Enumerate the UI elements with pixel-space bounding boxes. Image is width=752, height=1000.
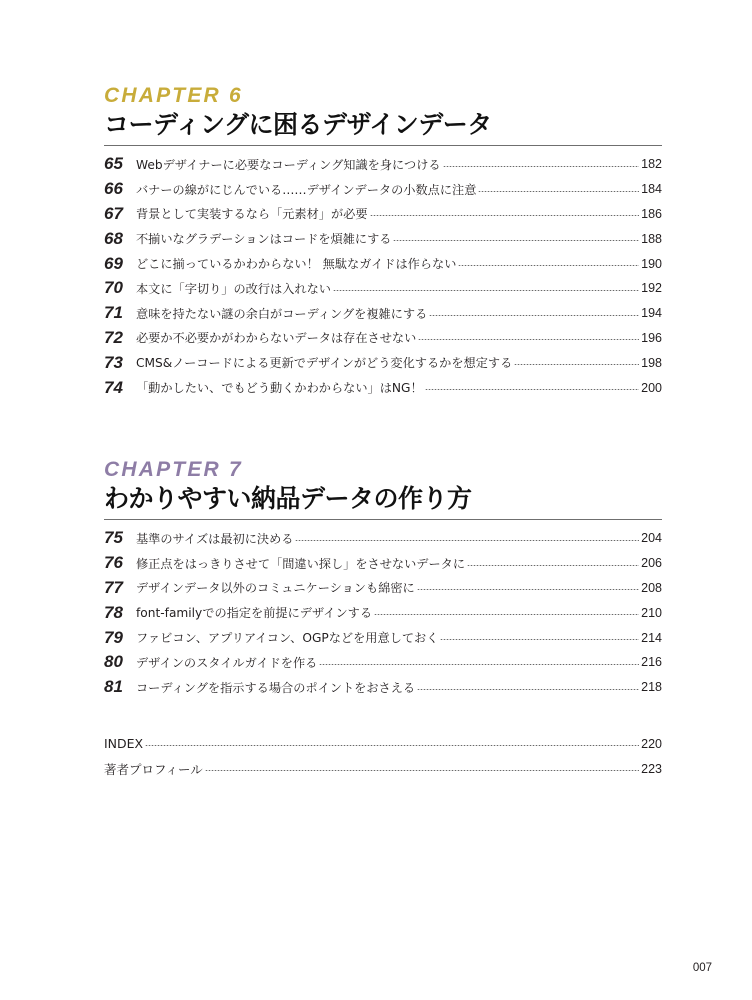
section-number: 79 bbox=[104, 627, 123, 647]
entry-title: 基準のサイズは最初に決める bbox=[136, 531, 294, 546]
entry-title: Webデザイナーに必要なコーディング知識を身につける bbox=[136, 157, 441, 172]
entry-title: CMS&ノーコードによる更新でデザインがどう変化するかを想定する bbox=[136, 356, 513, 371]
dot-leader bbox=[514, 364, 639, 365]
page-number: 007 bbox=[692, 962, 712, 974]
section-number: 65 bbox=[104, 154, 123, 174]
section-number: 77 bbox=[104, 577, 123, 597]
dot-leader bbox=[429, 315, 639, 316]
dot-leader bbox=[393, 240, 639, 241]
entry-title: デザインのスタイルガイドを作る bbox=[136, 655, 318, 670]
dot-leader bbox=[417, 589, 639, 590]
entry-title: 必要か不必要かがわからないデータは存在させない bbox=[136, 331, 417, 346]
toc-list bbox=[104, 152, 662, 400]
dot-leader bbox=[319, 664, 639, 665]
section-number: 78 bbox=[104, 602, 123, 622]
toc-entry[interactable] bbox=[104, 226, 662, 251]
toc-entry[interactable] bbox=[104, 177, 662, 202]
page-ref: 204 bbox=[641, 531, 662, 546]
entry-title: 本文に「字切り」の改行は入れない bbox=[136, 281, 331, 296]
page-ref: 223 bbox=[641, 761, 662, 776]
page-ref: 210 bbox=[641, 605, 662, 620]
entry-title: INDEX bbox=[104, 736, 144, 751]
chapter-title: わかりやすい納品データの作り方 bbox=[104, 484, 472, 513]
section-number: 73 bbox=[104, 352, 123, 372]
dot-leader bbox=[458, 265, 639, 266]
section-number: 75 bbox=[104, 528, 123, 548]
dot-leader bbox=[443, 166, 640, 167]
entry-title: 不揃いなグラデーションはコードを煩雑にする bbox=[136, 232, 392, 247]
dot-leader bbox=[425, 389, 639, 390]
entry-title: ファビコン、アプリアイコン、OGPなどを用意しておく bbox=[136, 631, 439, 646]
entry-title: 修正点をはっきりさせて「間違い探し」をさせないデータに bbox=[136, 556, 466, 571]
section-number: 67 bbox=[104, 203, 123, 223]
section-number: 81 bbox=[104, 677, 123, 697]
chapter-rule bbox=[104, 519, 662, 520]
chapter-label: CHAPTER 7 bbox=[104, 458, 243, 481]
dot-leader bbox=[418, 339, 639, 340]
dot-leader bbox=[205, 770, 639, 771]
entry-title: 著者プロフィール bbox=[104, 761, 203, 777]
dot-leader bbox=[440, 639, 639, 640]
dot-leader bbox=[333, 290, 639, 291]
section-number: 74 bbox=[104, 377, 123, 397]
page-ref: 184 bbox=[641, 182, 662, 197]
page-ref: 196 bbox=[641, 330, 662, 345]
section-number: 80 bbox=[104, 652, 123, 672]
toc-entry[interactable] bbox=[104, 152, 662, 177]
page-ref: 190 bbox=[641, 256, 662, 271]
toc-entry[interactable] bbox=[104, 551, 662, 576]
dot-leader bbox=[295, 540, 639, 541]
toc-entry[interactable] bbox=[104, 375, 662, 400]
entry-title: 背景として実装するなら「元素材」が必要 bbox=[136, 207, 368, 222]
page-ref: 198 bbox=[641, 355, 662, 370]
section-number: 70 bbox=[104, 278, 123, 298]
dot-leader bbox=[370, 215, 640, 216]
toc-entry[interactable] bbox=[104, 526, 662, 551]
toc-entry[interactable] bbox=[104, 301, 662, 326]
toc-list bbox=[104, 526, 662, 700]
page-ref: 186 bbox=[641, 206, 662, 221]
toc-entry[interactable] bbox=[104, 731, 662, 756]
section-number: 68 bbox=[104, 228, 123, 248]
chapter-title: コーディングに困るデザインデータ bbox=[104, 110, 492, 139]
section-number: 72 bbox=[104, 327, 123, 347]
page-ref: 216 bbox=[641, 655, 662, 670]
toc-entry[interactable] bbox=[104, 202, 662, 227]
dot-leader bbox=[374, 614, 639, 615]
entry-title: どこに揃っているかわからない！ 無駄なガイドは作らない bbox=[136, 257, 457, 272]
back-matter-list bbox=[104, 731, 662, 781]
toc-entry[interactable] bbox=[104, 675, 662, 700]
section-number: 76 bbox=[104, 553, 123, 573]
section-number: 69 bbox=[104, 253, 123, 273]
chapter-rule bbox=[104, 145, 662, 146]
page-ref: 182 bbox=[641, 157, 662, 172]
chapter-7-section bbox=[104, 458, 662, 700]
page-ref: 194 bbox=[641, 306, 662, 321]
entry-title: バナーの線がにじんでいる……デザインデータの小数点に注意 bbox=[136, 182, 477, 197]
section-number: 71 bbox=[104, 303, 123, 323]
entry-title: 意味を持たない謎の余白がコーディングを複雑にする bbox=[136, 306, 428, 321]
dot-leader bbox=[478, 191, 639, 192]
page-ref: 220 bbox=[641, 736, 662, 751]
entry-title: font-familyでの指定を前提にデザインする bbox=[136, 606, 373, 621]
page-ref: 200 bbox=[641, 380, 662, 395]
entry-title: 「動かしたい、でもどう動くかわからない」はNG！ bbox=[136, 381, 423, 396]
toc-entry[interactable] bbox=[104, 625, 662, 650]
chapter-6-section bbox=[104, 84, 662, 400]
section-number: 66 bbox=[104, 179, 123, 199]
toc-entry[interactable] bbox=[104, 251, 662, 276]
toc-entry[interactable] bbox=[104, 326, 662, 351]
page-ref: 218 bbox=[641, 680, 662, 695]
page-ref: 188 bbox=[641, 231, 662, 246]
page-ref: 208 bbox=[641, 580, 662, 595]
entry-title: デザインデータ以外のコミュニケーションも綿密に bbox=[136, 581, 415, 596]
toc-entry[interactable] bbox=[104, 350, 662, 375]
dot-leader bbox=[417, 689, 639, 690]
dot-leader bbox=[145, 745, 639, 746]
toc-entry[interactable] bbox=[104, 756, 662, 781]
entry-title: コーディングを指示する場合のポイントをおさえる bbox=[136, 680, 416, 695]
dot-leader bbox=[467, 565, 639, 566]
chapter-label: CHAPTER 6 bbox=[104, 84, 243, 107]
toc-entry[interactable] bbox=[104, 576, 662, 601]
page-ref: 214 bbox=[641, 630, 662, 645]
page-ref: 206 bbox=[641, 556, 662, 571]
page-ref: 192 bbox=[641, 281, 662, 296]
toc-entry[interactable] bbox=[104, 650, 662, 675]
toc-entry[interactable] bbox=[104, 276, 662, 301]
toc-entry[interactable] bbox=[104, 600, 662, 625]
